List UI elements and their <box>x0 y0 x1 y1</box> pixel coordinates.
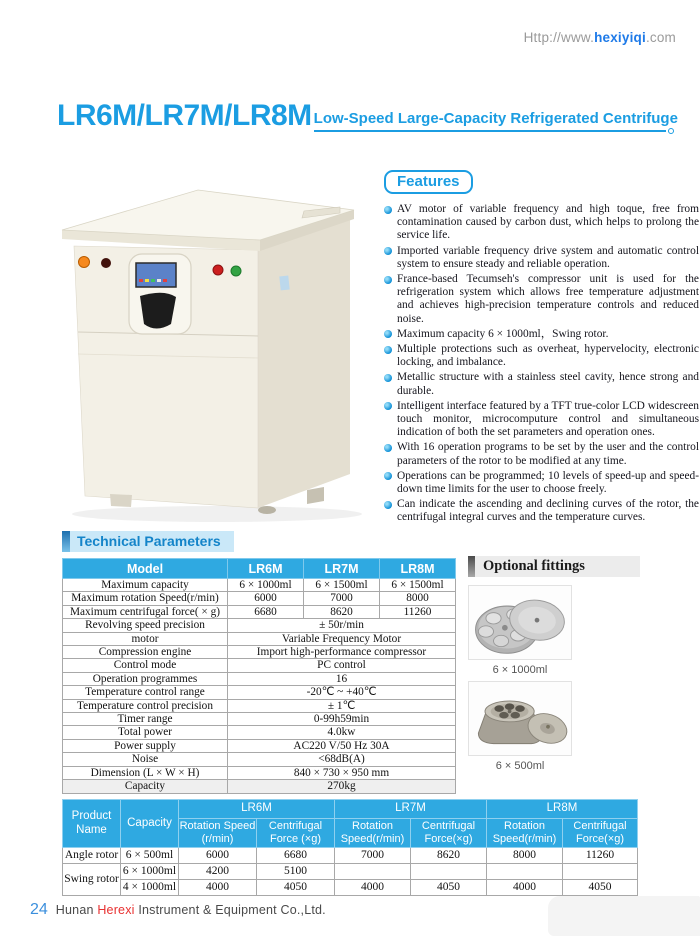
param-value: PC control <box>228 659 456 672</box>
param-value: AC220 V/50 Hz 30A <box>228 739 456 752</box>
rotor-capacity: 4 × 1000ml <box>121 880 179 896</box>
feature-item <box>384 441 699 467</box>
param-row <box>63 713 456 726</box>
param-value: 6000 <box>228 592 304 605</box>
underline-end-dot <box>668 128 674 134</box>
feature-text: Imported variable frequency drive system and automatic control system to ensure steady and reliable operation. <box>397 244 699 270</box>
param-value: 6 × 1500ml <box>304 579 380 592</box>
param-label: Compression engine <box>63 646 228 659</box>
rotor-value: 8000 <box>487 848 563 864</box>
company-post: Instrument & Equipment Co.,Ltd. <box>134 903 326 917</box>
rotor-value <box>487 864 563 880</box>
subheader: Centrifugal Force(×g) <box>411 819 487 848</box>
fitting-caption: 6 × 500ml <box>495 760 545 772</box>
param-value: ± 1℃ <box>228 699 456 712</box>
bullet-icon <box>384 374 392 382</box>
bullet-icon <box>384 472 392 480</box>
param-label: Noise <box>63 753 228 766</box>
subheader: Centrifugal Force(×g) <box>563 819 638 848</box>
param-label: motor <box>63 632 228 645</box>
bullet-icon <box>384 276 392 284</box>
param-row <box>63 726 456 739</box>
feature-text: Multiple protections such as overheat, hypervelocity, electronic locking, and imbalance. <box>397 343 699 369</box>
param-row <box>63 686 456 699</box>
bullet-icon <box>384 402 392 410</box>
rotor-value: 5100 <box>257 864 335 880</box>
technical-parameters-table <box>62 558 456 794</box>
feature-item <box>384 245 699 271</box>
param-label: Temperature control range <box>63 686 228 699</box>
rotor-value: 6680 <box>257 848 335 864</box>
rotor-spec-table <box>62 799 638 896</box>
param-row <box>63 672 456 685</box>
url-prefix: Http://www. <box>523 30 595 45</box>
feature-item <box>384 371 699 397</box>
param-row <box>63 646 456 659</box>
header-lr8m: LR8M <box>380 559 456 579</box>
subheader: Rotation Speed (r/min) <box>179 819 257 848</box>
param-value: 270kg <box>228 780 456 793</box>
feature-item <box>384 273 699 326</box>
param-row <box>63 699 456 712</box>
header-group-lr7m: LR7M <box>335 800 487 819</box>
param-value: 6 × 1000ml <box>228 579 304 592</box>
param-value: 0-99h59min <box>228 713 456 726</box>
rotor-value: 4000 <box>335 880 411 896</box>
bullet-icon <box>384 346 392 354</box>
rotor-value <box>563 864 638 880</box>
header-lr7m: LR7M <box>304 559 380 579</box>
feature-text: Intelligent interface featured by a TFT true-color LCD widescreen touch monitor, microcomputure control and simultaneous indication of both the set parameters and operation ones. <box>397 399 699 439</box>
param-value: 7000 <box>304 592 380 605</box>
page-footer <box>30 901 326 919</box>
header-model: Model <box>63 559 228 579</box>
features-heading: Features <box>384 170 473 194</box>
param-value: 4.0kw <box>228 726 456 739</box>
param-value: 16 <box>228 672 456 685</box>
param-label: Revolving speed precision <box>63 619 228 632</box>
header-group-lr6m: LR6M <box>179 800 335 819</box>
rotor-value: 7000 <box>335 848 411 864</box>
bullet-icon <box>384 501 392 509</box>
header-capacity: Capacity <box>121 800 179 848</box>
company-name <box>56 903 326 917</box>
param-row <box>63 579 456 592</box>
product-model-title: LR6M/LR7M/LR8M <box>57 99 312 132</box>
param-row <box>63 780 456 793</box>
param-value: 11260 <box>380 605 456 618</box>
page-number: 24 <box>30 901 48 918</box>
param-row <box>63 739 456 752</box>
rotor-name: Angle rotor <box>63 848 121 864</box>
rotor-value: 4200 <box>179 864 257 880</box>
param-row <box>63 766 456 779</box>
feature-item <box>384 470 699 496</box>
fitting-image-frame <box>468 585 572 660</box>
param-value: 6680 <box>228 605 304 618</box>
url-suffix: .com <box>645 30 676 45</box>
rotor-value: 11260 <box>563 848 638 864</box>
feature-text: Operations can be programmed; 10 levels of speed-up and speed-down time limits for the user to choose freely. <box>397 469 699 496</box>
param-label: Maximum centrifugal force( × g) <box>63 605 228 618</box>
subheader: Centrifugal Force (×g) <box>257 819 335 848</box>
header-product-name: Product Name <box>63 800 121 848</box>
heading-accent-bar <box>62 531 70 552</box>
rotor-row <box>63 880 638 896</box>
param-row <box>63 753 456 766</box>
param-value: 840 × 730 × 950 mm <box>228 766 456 779</box>
product-subtitle-block <box>314 110 678 132</box>
product-title-row <box>57 100 678 132</box>
subheader: Rotation Speed(r/min) <box>335 819 411 848</box>
param-row <box>63 592 456 605</box>
feature-item <box>384 328 699 341</box>
feature-text: Metallic structure with a stainless steel cavity, hence strong and durable. <box>397 371 699 397</box>
param-value: -20℃ ~ +40℃ <box>228 686 456 699</box>
param-label: Power supply <box>63 739 228 752</box>
feature-item <box>384 498 699 524</box>
param-row <box>63 619 456 632</box>
param-label: Dimension (L × W × H) <box>63 766 228 779</box>
param-row <box>63 659 456 672</box>
rotor-value: 4050 <box>563 880 638 896</box>
technical-parameters-heading <box>62 531 234 552</box>
param-label: Maximum capacity <box>63 579 228 592</box>
rotor-value: 4000 <box>179 880 257 896</box>
rotor-value: 6000 <box>179 848 257 864</box>
feature-item <box>384 400 699 440</box>
feature-text: With 16 operation programs to be set by the user and the control parameters of the rotor to be modified at any time. <box>397 441 699 467</box>
rotor-capacity: 6 × 1000ml <box>121 864 179 880</box>
param-label: Timer range <box>63 713 228 726</box>
table-header-row <box>63 800 638 819</box>
fitting-item <box>468 681 572 772</box>
param-row <box>63 632 456 645</box>
technical-parameters-label: Technical Parameters <box>77 533 221 549</box>
optional-fittings-heading <box>468 556 640 577</box>
url-brand: hexiyiqi <box>594 30 646 45</box>
bullet-icon <box>384 330 392 338</box>
param-label: Maximum rotation Speed(r/min) <box>63 592 228 605</box>
company-pre: Hunan <box>55 903 98 917</box>
param-row <box>63 605 456 618</box>
param-value: 6 × 1500ml <box>380 579 456 592</box>
feature-item <box>384 343 699 369</box>
heading-accent-bar <box>468 556 475 577</box>
param-label: Temperature control precision <box>63 699 228 712</box>
param-value: 8000 <box>380 592 456 605</box>
bullet-icon <box>384 247 392 255</box>
features-section <box>384 170 699 527</box>
page-curl-decoration <box>548 896 700 936</box>
rotor-row <box>63 848 638 864</box>
rotor-capacity: 6 × 500ml <box>121 848 179 864</box>
bullet-icon <box>384 444 392 452</box>
param-value: Variable Frequency Motor <box>228 632 456 645</box>
param-value: Import high-performance compressor <box>228 646 456 659</box>
feature-text: France-based Tecumseh's compressor unit is used for the refrigeration system which allows free temperature adjustment and achieves high-precision temperature controls and reduced noise. <box>397 273 699 325</box>
rotor-value <box>411 864 487 880</box>
param-value: <68dB(A) <box>228 753 456 766</box>
subheader: Rotation Speed(r/min) <box>487 819 563 848</box>
rotor-value <box>335 864 411 880</box>
rotor-row <box>63 864 638 880</box>
fitting-image-frame <box>468 681 572 756</box>
feature-text: Maximum capacity 6 × 1000ml，Swing rotor. <box>397 327 609 340</box>
swing-rotor-image <box>470 588 570 658</box>
rotor-value: 8620 <box>411 848 487 864</box>
table-header-row <box>63 559 456 579</box>
param-label: Control mode <box>63 659 228 672</box>
header-group-lr8m: LR8M <box>487 800 638 819</box>
company-brand: Herexi <box>97 903 135 917</box>
rotor-name: Swing rotor <box>63 864 121 896</box>
fitting-item <box>468 585 572 676</box>
param-label: Operation programmes <box>63 672 228 685</box>
header-lr6m: LR6M <box>228 559 304 579</box>
website-url <box>524 30 676 45</box>
centrifuge-product-image <box>52 166 374 524</box>
angle-rotor-image <box>470 684 570 754</box>
rotor-value: 4000 <box>487 880 563 896</box>
param-value: 8620 <box>304 605 380 618</box>
param-value: ± 50r/min <box>228 619 456 632</box>
feature-text: AV motor of variable frequency and high toque, free from contamination caused by carbon dust, which helps to prolong the service life. <box>397 203 699 242</box>
fitting-caption: 6 × 1000ml <box>492 664 548 676</box>
param-label: Capacity <box>63 780 228 793</box>
product-subtitle: Low-Speed Large-Capacity Refrigerated Centrifuge <box>313 109 678 127</box>
feature-item <box>384 203 699 243</box>
optional-fittings-label: Optional fittings <box>483 558 585 574</box>
rotor-value: 4050 <box>411 880 487 896</box>
param-label: Total power <box>63 726 228 739</box>
rotor-value: 4050 <box>257 880 335 896</box>
feature-text: Can indicate the ascending and declining curves of the rotor, the centrifugal integral curves and the temperature curves. <box>397 498 699 524</box>
bullet-icon <box>384 206 392 214</box>
title-underline <box>314 130 666 132</box>
